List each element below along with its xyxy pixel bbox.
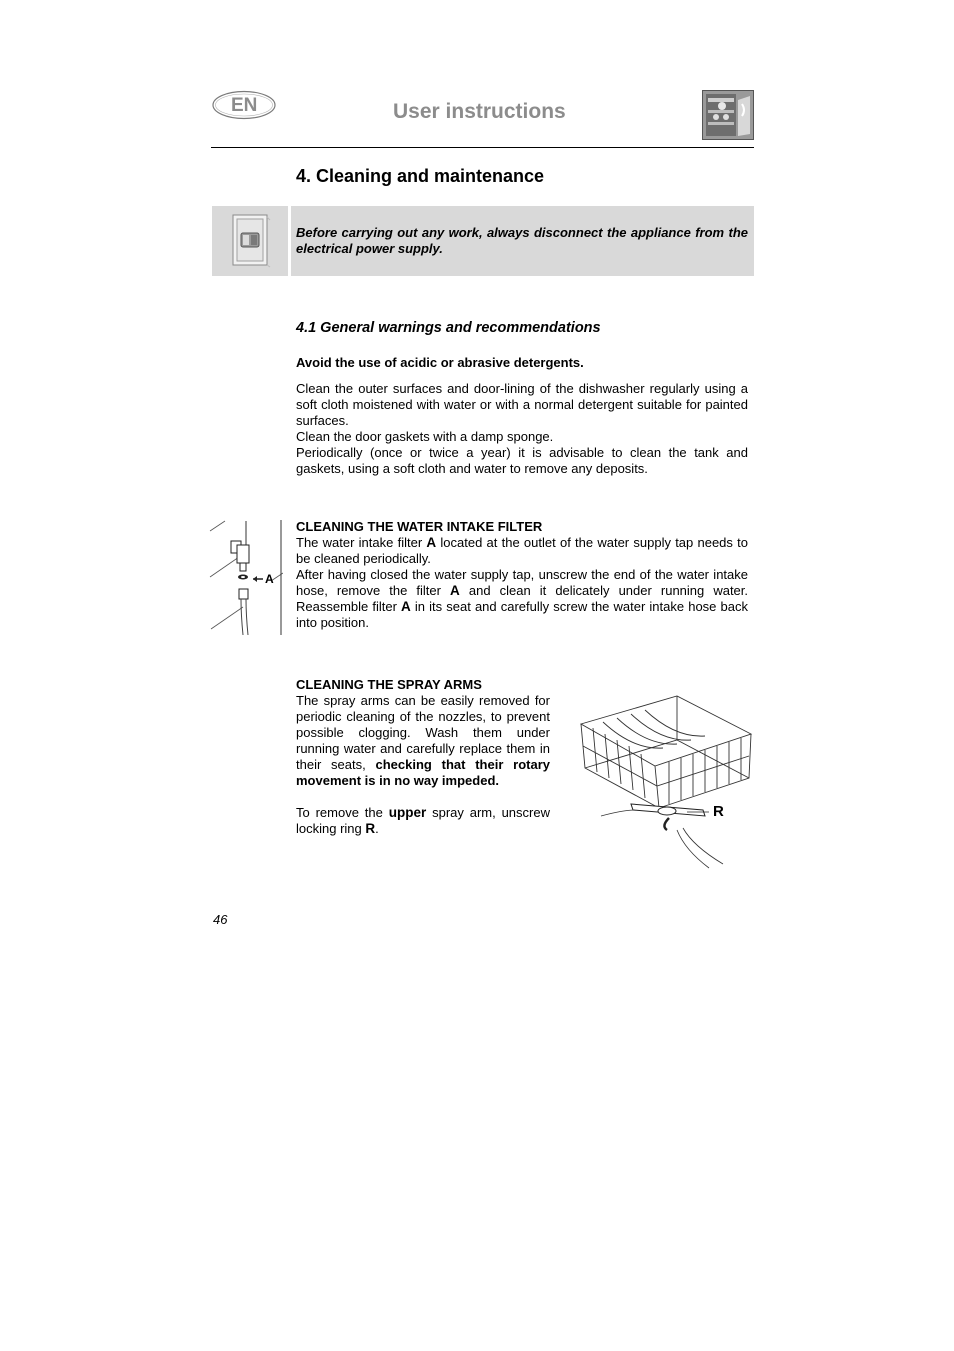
general-paragraph (296, 381, 748, 477)
filter-label-a: A (450, 583, 460, 598)
filter-label-a: A (401, 599, 411, 614)
water-tap-filter-illustration (209, 519, 283, 637)
power-switch-icon (231, 213, 271, 274)
spray-arms-section (296, 677, 550, 837)
header-divider (211, 147, 754, 148)
warning-text: Before carrying out any work, always disconnect the appliance from the electrical power supply. (296, 225, 748, 256)
page-header-title: User instructions (393, 100, 566, 123)
language-badge (212, 90, 276, 120)
warning-icon-cell (212, 206, 288, 276)
spray-label-r: R (365, 821, 376, 836)
upper-rack-spray-arm-illustration (573, 688, 755, 870)
outer-surfaces-text: Clean the outer surfaces and door-lining of the dishwasher regularly using a soft cloth moistened with water or with a normal detergent suitable for painted surfaces. (296, 381, 748, 428)
filter-text-5: in its seat and carefully screw the water intake hose back into position. (296, 599, 748, 630)
filter-text-1: The water intake filter (296, 535, 427, 550)
spray-bold-note: checking that their rotary movement is in no way impeded. (296, 757, 550, 788)
spray-text-1: The spray arms can be easily removed for periodic cleaning of the nozzles, to prevent possible clogging. Wash them under running water and carefully replace them in their seats, (296, 693, 550, 772)
spray-upper: upper (388, 805, 427, 820)
page-number: 46 (213, 912, 228, 927)
filter-text-3: After having closed the water supply tap, unscrew the end of the water intake hose, remove the filter (296, 567, 748, 598)
filter-heading: CLEANING THE WATER INTAKE FILTER (296, 519, 543, 534)
filter-text-4: and clean it delicately under running water. Reassemble filter (296, 583, 749, 614)
spray-heading: CLEANING THE SPRAY ARMS (296, 677, 482, 692)
detergent-warning: Avoid the use of acidic or abrasive detergents. (296, 355, 584, 370)
section-title: 4. Cleaning and maintenance (296, 166, 545, 186)
periodic-cleaning-text: Periodically (once or twice a year) it is advisable to clean the tank and gaskets, using a soft cloth and water to remove any deposits. (296, 445, 748, 476)
spray-text-2: To remove the (296, 805, 389, 820)
filter-section (296, 519, 748, 631)
spray-text-3: spray arm, unscrew locking ring (296, 805, 550, 836)
filter-text-2: located at the outlet of the water supply tap needs to be cleaned periodically. (296, 535, 748, 566)
door-gaskets-text: Clean the door gaskets with a damp sponge. (296, 429, 554, 444)
subsection-title: 4.1 General warnings and recommendations (296, 320, 601, 336)
filter-label-a: A (426, 535, 437, 550)
spray-text-4: . (375, 821, 379, 836)
filter-figure-label: A (265, 572, 274, 586)
language-badge-label: EN (231, 95, 258, 116)
dishwasher-icon (702, 90, 754, 140)
spray-figure-label: R (713, 803, 724, 820)
